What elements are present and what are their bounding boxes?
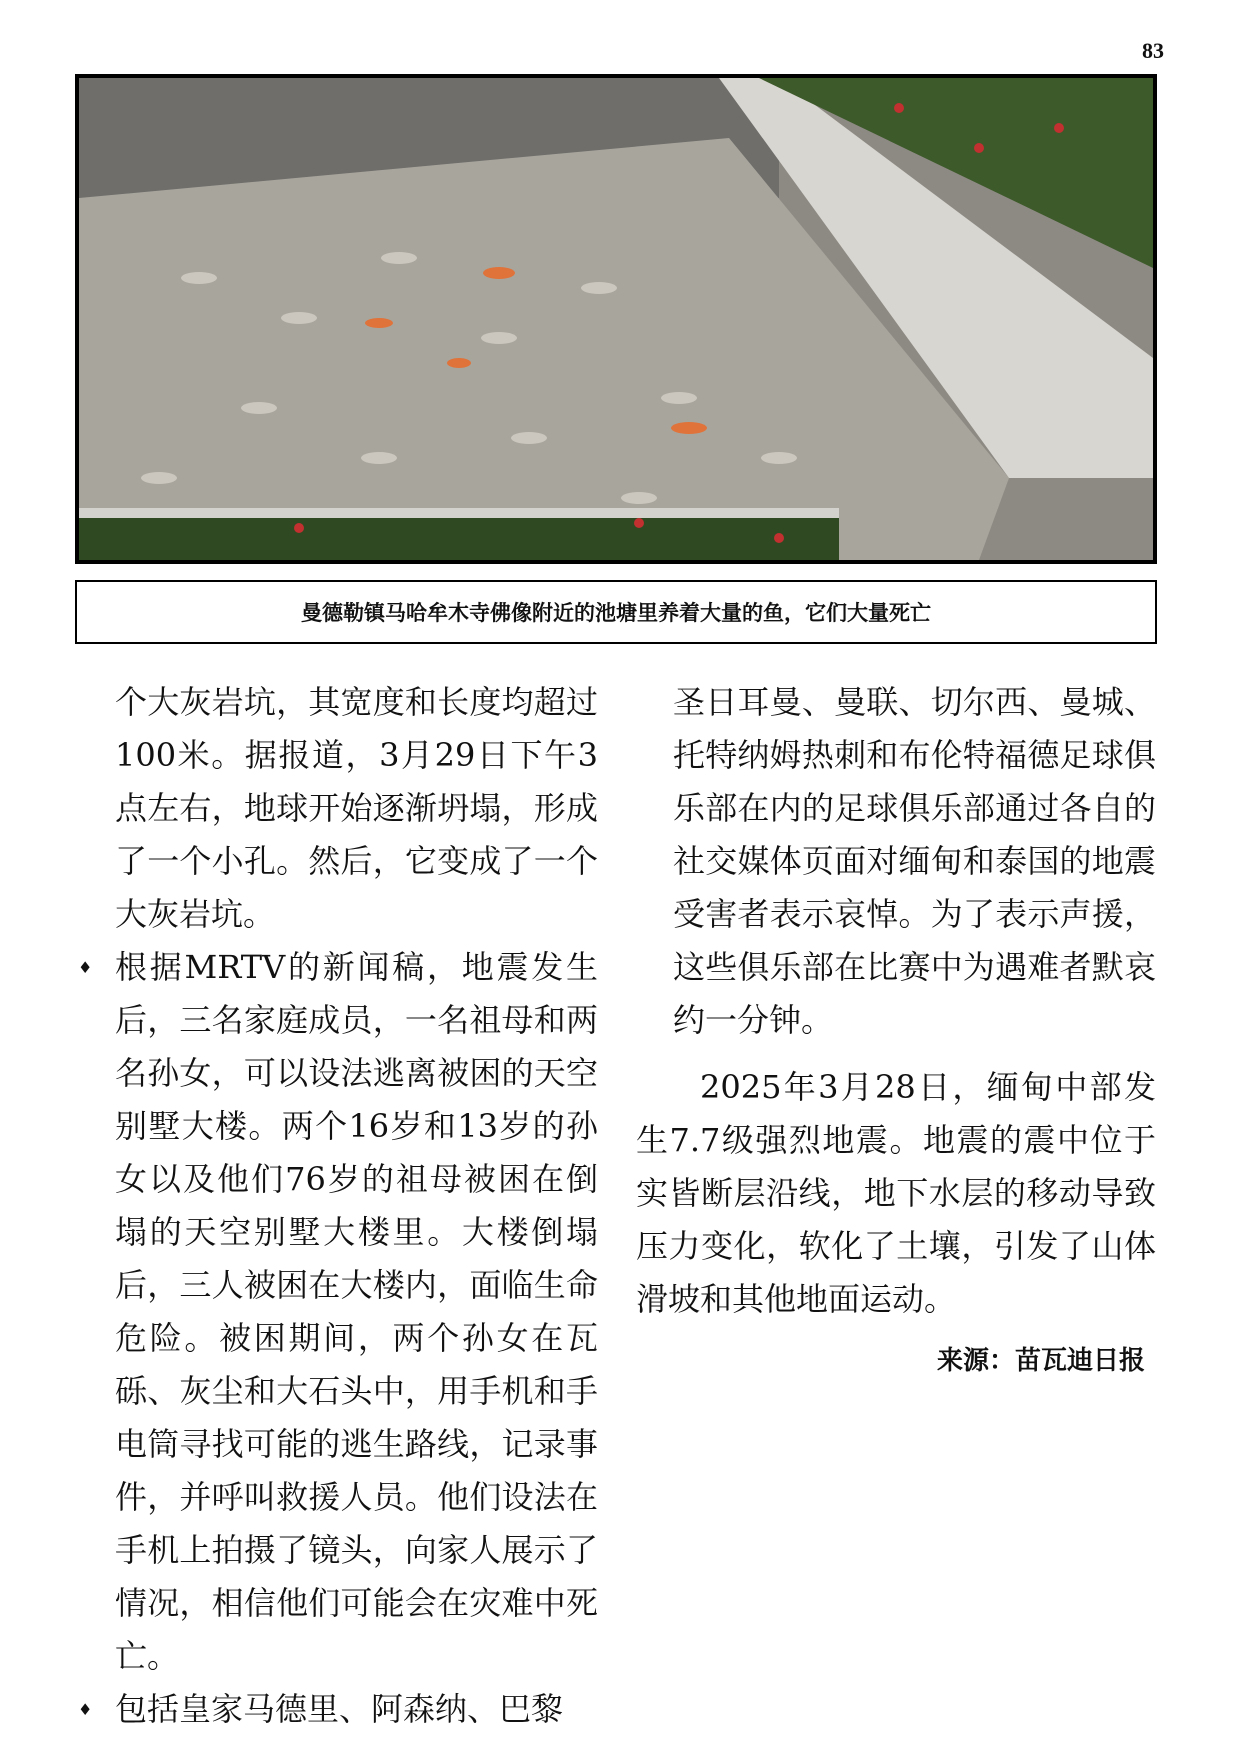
bullet-item (78, 1683, 598, 1736)
bullet-text: 包括皇家马德里、阿森纳、巴黎 (115, 1690, 564, 1728)
earthquake-paragraph: 2025年3月28日，缅甸中部发生7.7级强烈地震。地震的震中位于实皆断层沿线，地下水层的移动导致压力变化，软化了土壤，引发了山体滑坡和其他地面运动。 (636, 1068, 1156, 1318)
diamond-bullet-icon: ♦ (78, 958, 93, 977)
right-column (636, 676, 1156, 1326)
bullet-text: 根据MRTV的新闻稿，地震发生后，三名家庭成员，一名祖母和两名孙女，可以设法逃离被困的天空别墅大楼。两个16岁和13岁的孙女以及他们76岁的祖母被困在倒塌的天空别墅大楼里。大楼倒塌后，三人被困在大楼内，面临生命危险。被困期间，两个孙女在瓦砾、灰尘和大石头中，用手机和手电筒寻找可能的逃生路线，记录事件，并呼叫救援人员。他们设法在手机上拍摄了镜头，向家人展示了情况，相信他们可能会在灾难中死亡。 (115, 948, 598, 1675)
photo-caption: 曼德勒镇马哈牟木寺佛像附近的池塘里养着大量的鱼，它们大量死亡 (75, 580, 1157, 644)
diamond-bullet-icon: ♦ (78, 1700, 93, 1719)
page-number: 83 (1142, 38, 1164, 63)
pond-illustration (79, 78, 1153, 560)
left-column (78, 676, 598, 1736)
right-continuation-paragraph: 圣日耳曼、曼联、切尔西、曼城、托特纳姆热刺和布伦特福德足球俱乐部在内的足球俱乐部通过各自的社交媒体页面对缅甸和泰国的地震受害者表示哀悼。为了表示声援，这些俱乐部在比赛中为遇难者默哀约一分钟。 (673, 683, 1156, 1039)
source-credit: 来源：苗瓦迪日报 (936, 1346, 1145, 1376)
bullet-item (78, 941, 598, 1683)
dead-fish-pond-photo (75, 74, 1157, 564)
left-intro-paragraph: 个大灰岩坑，其宽度和长度均超过100米。据报道，3月29日下午3点左右，地球开始逐渐坍塌，形成了一个小孔。然后，它变成了一个大灰岩坑。 (115, 683, 598, 933)
